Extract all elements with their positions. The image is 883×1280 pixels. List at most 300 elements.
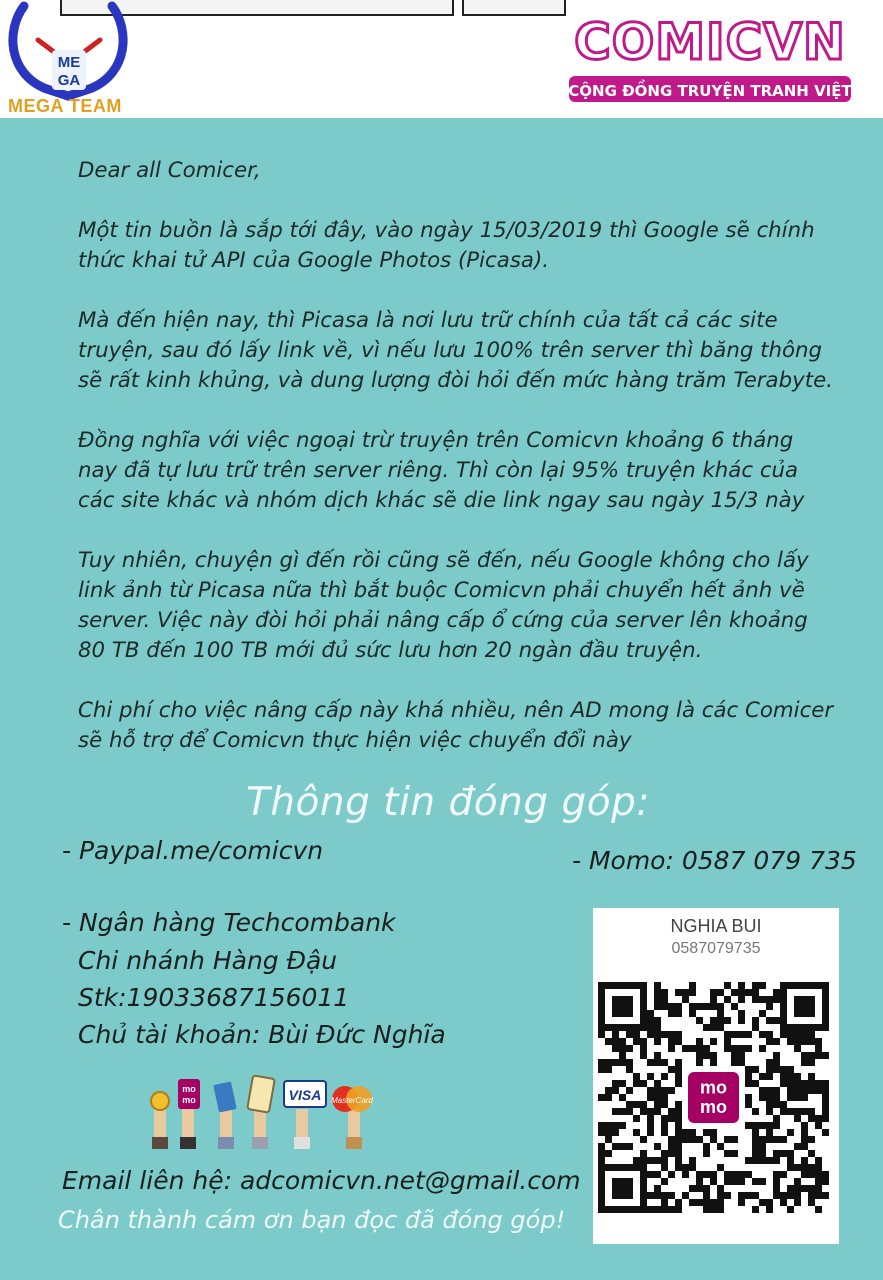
qr-module	[640, 1052, 647, 1059]
qr-module	[822, 1171, 829, 1178]
qr-module	[738, 1199, 745, 1206]
qr-module	[626, 1003, 633, 1010]
qr-module	[808, 1136, 815, 1143]
qr-module	[801, 1143, 808, 1150]
qr-module	[598, 1185, 605, 1192]
qr-module	[724, 1045, 731, 1052]
qr-module	[752, 1143, 759, 1150]
qr-module	[703, 1003, 710, 1010]
qr-module	[647, 1059, 654, 1066]
qr-module	[724, 1192, 731, 1199]
qr-module	[661, 1122, 668, 1129]
qr-module	[605, 1129, 612, 1136]
qr-module	[801, 1024, 808, 1031]
qr-module	[815, 1080, 822, 1087]
qr-module	[626, 1101, 633, 1108]
qr-module	[766, 1087, 773, 1094]
qr-module	[745, 1122, 752, 1129]
qr-module	[605, 1066, 612, 1073]
qr-module	[654, 1017, 661, 1024]
qr-module	[598, 1003, 605, 1010]
qr-module	[801, 1031, 808, 1038]
qr-module	[766, 1038, 773, 1045]
qr-module	[654, 1185, 661, 1192]
qr-module	[619, 1038, 626, 1045]
qr-module	[801, 1059, 808, 1066]
qr-module	[787, 1164, 794, 1171]
qr-module	[654, 1192, 661, 1199]
qr-module	[766, 1066, 773, 1073]
qr-module	[647, 1087, 654, 1094]
qr-module	[640, 1185, 647, 1192]
qr-module	[675, 1143, 682, 1150]
qr-module	[801, 1157, 808, 1164]
qr-module	[773, 1017, 780, 1024]
qr-module	[633, 1073, 640, 1080]
qr-module	[626, 1087, 633, 1094]
qr-module	[612, 1038, 619, 1045]
qr-module	[731, 1031, 738, 1038]
qr-module	[661, 1059, 668, 1066]
qr-module	[822, 1087, 829, 1094]
qr-module	[731, 1136, 738, 1143]
momo-wallet-icon	[178, 1079, 200, 1149]
qr-module	[640, 1101, 647, 1108]
qr-module	[794, 1031, 801, 1038]
qr-module	[780, 1031, 787, 1038]
qr-module	[773, 1157, 780, 1164]
qr-module	[598, 1150, 605, 1157]
qr-module	[752, 1206, 759, 1213]
contribution-title: Thông tin đóng góp:	[246, 780, 651, 825]
qr-module	[794, 1024, 801, 1031]
qr-module	[619, 1185, 626, 1192]
qr-module	[605, 1094, 612, 1101]
qr-module	[598, 1199, 605, 1206]
qr-module	[724, 1031, 731, 1038]
qr-module	[710, 1038, 717, 1045]
qr-module	[780, 1192, 787, 1199]
qr-module	[717, 1010, 724, 1017]
qr-module	[598, 1178, 605, 1185]
qr-module	[801, 1052, 808, 1059]
qr-module	[759, 1199, 766, 1206]
qr-module	[801, 1003, 808, 1010]
qr-module	[766, 1101, 773, 1108]
qr-module	[752, 1024, 759, 1031]
qr-module	[612, 1080, 619, 1087]
qr-module	[745, 989, 752, 996]
qr-module	[696, 1185, 703, 1192]
qr-module	[780, 1080, 787, 1087]
qr-module	[605, 1038, 612, 1045]
qr-module	[661, 996, 668, 1003]
qr-module	[745, 1157, 752, 1164]
qr-module	[773, 989, 780, 996]
qr-module	[822, 1080, 829, 1087]
qr-module	[780, 1136, 787, 1143]
qr-module	[759, 1094, 766, 1101]
qr-module	[696, 1003, 703, 1010]
qr-module	[787, 1150, 794, 1157]
qr-module	[773, 1066, 780, 1073]
qr-module	[675, 1115, 682, 1122]
phone-hand-icon	[247, 1075, 275, 1149]
qr-module	[710, 989, 717, 996]
qr-module	[794, 1115, 801, 1122]
qr-module	[717, 1164, 724, 1171]
qr-module	[703, 1199, 710, 1206]
qr-module	[766, 1094, 773, 1101]
qr-module	[661, 1199, 668, 1206]
qr-module	[780, 1073, 787, 1080]
qr-module	[640, 1164, 647, 1171]
qr-module	[710, 1059, 717, 1066]
qr-module	[640, 1171, 647, 1178]
qr-module	[773, 1059, 780, 1066]
qr-module	[598, 1157, 605, 1164]
letter-paragraph: Mà đến hiện nay, thì Picasa là nơi lưu trữ chính của tất cả các site truyện, sau đó lấy link về, vì nếu lưu 100% trên server thì băng thông sẽ rất kinh khủng, và dung lượng đòi hỏi đến mức hàng trăm Terabyte.	[78, 308, 833, 393]
qr-module	[794, 1192, 801, 1199]
qr-module	[696, 1045, 703, 1052]
mastercard-label: MasterCard	[331, 1096, 373, 1105]
qr-module	[822, 1024, 829, 1031]
qr-module	[752, 1080, 759, 1087]
bank-name: - Ngân hàng Techcombank	[62, 908, 396, 937]
qr-module	[619, 1108, 626, 1115]
qr-module	[752, 1129, 759, 1136]
qr-module	[654, 1094, 661, 1101]
qr-module	[822, 1129, 829, 1136]
qr-module	[794, 1073, 801, 1080]
qr-module	[598, 989, 605, 996]
qr-module	[640, 1003, 647, 1010]
qr-module	[794, 1164, 801, 1171]
qr-module	[633, 1101, 640, 1108]
qr-module	[633, 1129, 640, 1136]
qr-module	[661, 1129, 668, 1136]
qr-module	[675, 1010, 682, 1017]
qr-module	[668, 1206, 675, 1213]
qr-module	[801, 1087, 808, 1094]
momo-number: - Momo: 0587 079 735	[572, 846, 857, 875]
qr-momo-label: mo	[700, 1096, 727, 1117]
qr-module	[808, 1192, 815, 1199]
qr-module	[766, 1031, 773, 1038]
qr-phone-number: 0587079735	[671, 940, 761, 957]
qr-account-name: NGHIA BUI	[670, 916, 762, 936]
qr-module	[724, 1136, 731, 1143]
qr-module	[661, 1094, 668, 1101]
qr-module	[682, 1192, 689, 1199]
qr-module	[612, 1045, 619, 1052]
qr-module	[787, 1206, 794, 1213]
qr-module	[598, 1066, 605, 1073]
qr-module	[654, 982, 661, 989]
qr-module	[745, 1094, 752, 1101]
letter-paragraph: Một tin buồn là sắp tới đây, vào ngày 15/03/2019 thì Google sẽ chính thức khai tử API của Google Photos (Picasa).	[78, 218, 815, 273]
qr-module	[647, 1094, 654, 1101]
qr-module	[647, 1206, 654, 1213]
qr-module	[668, 1192, 675, 1199]
announcement-letter	[78, 156, 838, 786]
qr-module	[780, 982, 787, 989]
qr-module	[619, 1052, 626, 1059]
qr-module	[815, 1087, 822, 1094]
qr-module	[787, 1129, 794, 1136]
qr-module	[640, 996, 647, 1003]
qr-module	[773, 1038, 780, 1045]
qr-module	[661, 1164, 668, 1171]
qr-module	[605, 1136, 612, 1143]
qr-module	[696, 1199, 703, 1206]
qr-module	[794, 1094, 801, 1101]
qr-module	[612, 1122, 619, 1129]
qr-module	[647, 1122, 654, 1129]
qr-module	[640, 1178, 647, 1185]
qr-module	[801, 1122, 808, 1129]
qr-module	[619, 1010, 626, 1017]
qr-module	[668, 1003, 675, 1010]
qr-module	[640, 1199, 647, 1206]
qr-module	[689, 1185, 696, 1192]
qr-module	[745, 1031, 752, 1038]
qr-module	[689, 1003, 696, 1010]
qr-module	[717, 1143, 724, 1150]
qr-module	[619, 1059, 626, 1066]
qr-module	[633, 1080, 640, 1087]
momo-icon-text-bottom: mo	[182, 1095, 196, 1105]
qr-module	[654, 1024, 661, 1031]
qr-module	[787, 1094, 794, 1101]
qr-module	[738, 982, 745, 989]
qr-module	[654, 989, 661, 996]
qr-module	[794, 1185, 801, 1192]
qr-module	[759, 1150, 766, 1157]
letter-paragraph: Chi phí cho việc nâng cấp này khá nhiều, nên AD mong là các Comicer sẽ hỗ trợ để Comicvn thực hiện việc chuyển đổi này	[78, 698, 834, 753]
qr-module	[612, 1059, 619, 1066]
qr-module	[794, 1108, 801, 1115]
qr-module	[801, 1129, 808, 1136]
qr-module	[598, 982, 605, 989]
qr-module	[731, 1171, 738, 1178]
qr-module	[598, 1192, 605, 1199]
qr-module	[794, 996, 801, 1003]
qr-module	[738, 989, 745, 996]
qr-module	[752, 1178, 759, 1185]
qr-module	[710, 1206, 717, 1213]
qr-module	[647, 1157, 654, 1164]
qr-module	[675, 1108, 682, 1115]
qr-module	[598, 1143, 605, 1150]
qr-module	[815, 1052, 822, 1059]
qr-module	[738, 1178, 745, 1185]
qr-module	[710, 1052, 717, 1059]
qr-module	[689, 982, 696, 989]
qr-module	[612, 1010, 619, 1017]
qr-module	[822, 1017, 829, 1024]
mega-badge-top: ME	[57, 54, 81, 71]
letter-greeting: Dear all Comicer,	[78, 158, 261, 183]
qr-module	[675, 1073, 682, 1080]
qr-module	[612, 1108, 619, 1115]
qr-module	[640, 989, 647, 996]
qr-module	[640, 1010, 647, 1017]
qr-module	[661, 1115, 668, 1122]
qr-module	[696, 1052, 703, 1059]
thank-you-note: Chân thành cám ơn bạn đọc đã đóng góp!	[58, 1206, 566, 1234]
qr-module	[647, 1129, 654, 1136]
qr-module	[654, 1080, 661, 1087]
qr-module	[815, 1178, 822, 1185]
qr-module	[654, 1101, 661, 1108]
qr-module	[626, 1143, 633, 1150]
manga-panel-strip	[462, 0, 566, 16]
qr-module	[682, 996, 689, 1003]
qr-module	[801, 1164, 808, 1171]
qr-module	[815, 1115, 822, 1122]
qr-module	[668, 1108, 675, 1115]
qr-module	[619, 1045, 626, 1052]
qr-module	[815, 1045, 822, 1052]
qr-module	[619, 1206, 626, 1213]
qr-module	[612, 1031, 619, 1038]
qr-module	[815, 982, 822, 989]
contact-email[interactable]: Email liên hệ: adcomicvn.net@gmail.com	[62, 1166, 581, 1195]
qr-module	[612, 982, 619, 989]
qr-module	[717, 1003, 724, 1010]
qr-module	[633, 1164, 640, 1171]
qr-module	[773, 1115, 780, 1122]
qr-module	[654, 1003, 661, 1010]
payment-methods-illustration	[146, 1075, 386, 1151]
qr-module	[801, 1094, 808, 1101]
qr-module	[787, 982, 794, 989]
qr-module	[731, 1045, 738, 1052]
qr-module	[780, 1003, 787, 1010]
qr-module	[759, 1045, 766, 1052]
qr-module	[668, 1087, 675, 1094]
qr-module	[619, 1178, 626, 1185]
qr-module	[675, 989, 682, 996]
qr-module	[605, 1164, 612, 1171]
qr-module	[717, 1185, 724, 1192]
qr-module	[710, 1136, 717, 1143]
qr-module	[619, 1143, 626, 1150]
qr-module	[808, 1010, 815, 1017]
qr-module	[689, 1045, 696, 1052]
qr-module	[738, 1171, 745, 1178]
qr-module	[787, 1024, 794, 1031]
qr-module	[626, 1206, 633, 1213]
qr-module	[689, 1157, 696, 1164]
qr-module	[598, 1164, 605, 1171]
qr-module	[808, 1059, 815, 1066]
qr-module	[738, 1010, 745, 1017]
qr-module	[745, 1101, 752, 1108]
qr-code-icon	[596, 980, 836, 1240]
qr-module	[598, 1129, 605, 1136]
paypal-link[interactable]: - Paypal.me/comicvn	[62, 836, 324, 865]
qr-module	[822, 1108, 829, 1115]
qr-module	[724, 1017, 731, 1024]
qr-module	[668, 1115, 675, 1122]
qr-module	[808, 1115, 815, 1122]
qr-module	[773, 1094, 780, 1101]
qr-module	[626, 1031, 633, 1038]
visa-label: VISA	[288, 1087, 322, 1103]
qr-module	[619, 1094, 626, 1101]
qr-module	[724, 1171, 731, 1178]
qr-module	[598, 1094, 605, 1101]
qr-module	[822, 1178, 829, 1185]
qr-module	[731, 989, 738, 996]
qr-module	[794, 1010, 801, 1017]
qr-module	[773, 1087, 780, 1094]
qr-module	[605, 982, 612, 989]
qr-module	[619, 1024, 626, 1031]
qr-module	[787, 1157, 794, 1164]
qr-module	[801, 1038, 808, 1045]
qr-module	[626, 982, 633, 989]
qr-module	[780, 996, 787, 1003]
qr-module	[801, 1010, 808, 1017]
qr-module	[710, 1178, 717, 1185]
qr-module	[766, 1017, 773, 1024]
qr-module	[598, 1010, 605, 1017]
qr-module	[675, 1031, 682, 1038]
qr-module	[822, 996, 829, 1003]
qr-module	[661, 1073, 668, 1080]
qr-module	[598, 1122, 605, 1129]
qr-module	[619, 996, 626, 1003]
qr-module	[647, 1031, 654, 1038]
qr-module	[808, 1038, 815, 1045]
qr-module	[647, 1017, 654, 1024]
qr-module	[787, 1038, 794, 1045]
visa-card-icon	[284, 1081, 326, 1149]
qr-module	[801, 982, 808, 989]
qr-module	[647, 1024, 654, 1031]
qr-module	[654, 1031, 661, 1038]
comicvn-tagline: CỘNG ĐỒNG TRUYỆN TRANH VIỆT	[568, 82, 852, 100]
qr-module	[801, 1080, 808, 1087]
qr-module	[675, 1066, 682, 1073]
coin-hand-icon	[151, 1092, 169, 1149]
qr-module	[794, 1003, 801, 1010]
qr-module	[626, 1010, 633, 1017]
qr-module	[801, 1171, 808, 1178]
qr-module	[598, 1017, 605, 1024]
qr-module	[626, 1108, 633, 1115]
qr-module	[696, 1136, 703, 1143]
qr-module	[787, 1185, 794, 1192]
qr-module	[822, 1192, 829, 1199]
qr-module	[794, 1199, 801, 1206]
qr-module	[703, 1129, 710, 1136]
qr-module	[696, 1059, 703, 1066]
qr-module	[668, 1066, 675, 1073]
qr-module	[598, 1206, 605, 1213]
qr-module	[661, 1178, 668, 1185]
qr-module	[780, 1171, 787, 1178]
qr-module	[773, 1171, 780, 1178]
qr-module	[619, 982, 626, 989]
qr-module	[745, 1073, 752, 1080]
qr-module	[766, 1206, 773, 1213]
qr-module	[598, 996, 605, 1003]
qr-module	[759, 1073, 766, 1080]
